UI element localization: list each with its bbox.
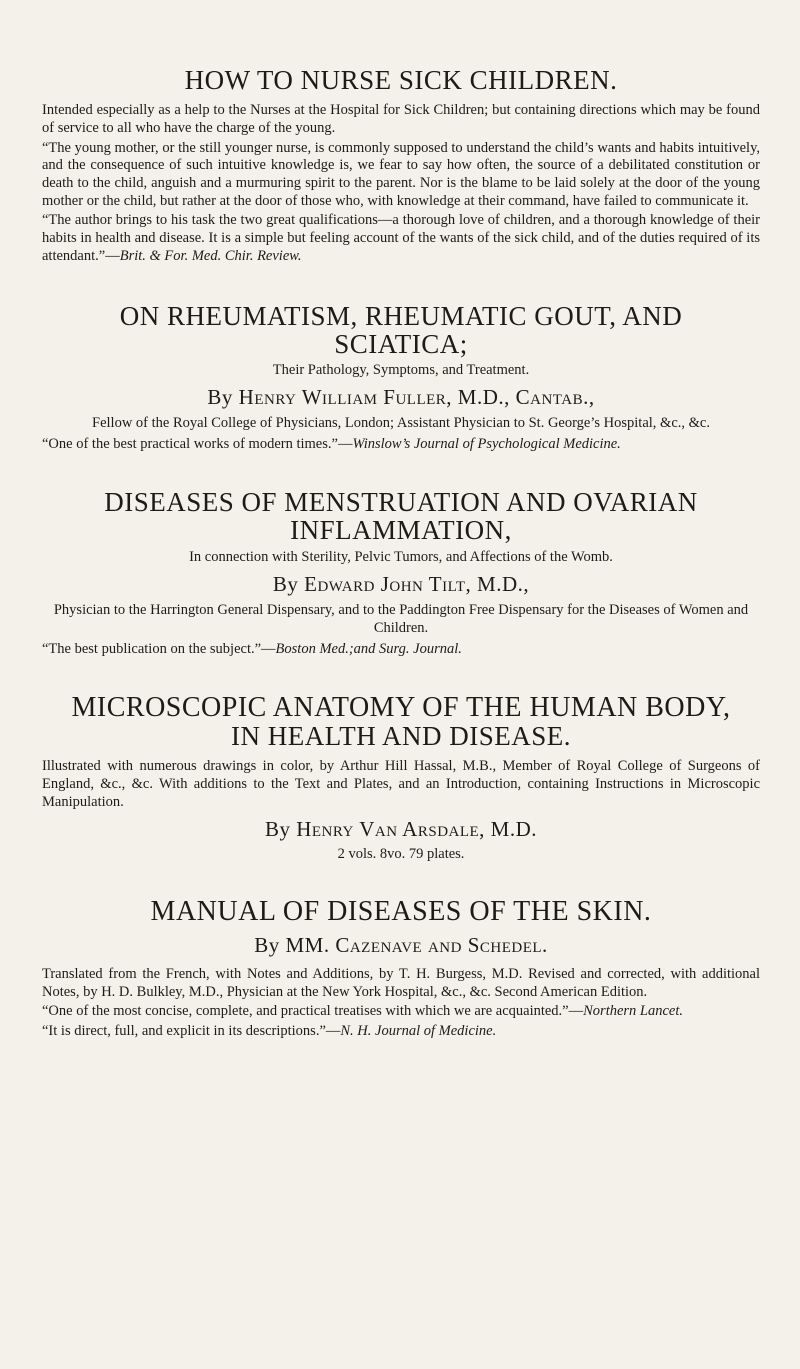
book-author <box>42 572 760 597</box>
book-subtitle: Their Pathology, Symptoms, and Treatment. <box>272 362 530 379</box>
author-prefix: By <box>254 932 280 957</box>
book-author <box>42 817 760 842</box>
author-prefix: By <box>207 385 233 410</box>
review-text: “The best publication on the subject.”— <box>42 640 276 657</box>
author-prefix: By <box>264 817 291 842</box>
author-affiliation: Fellow of the Royal College of Physicians, London; Assistant Physician to St. George’s Hospital, &c., &c. <box>92 415 710 432</box>
review-text: “The author brings to his task the two great qualifications—a thorough love of children, and a thorough knowledge of their habits in health and disease. It is a simple but feeling account of the wants of the sick child, and of the duties required of its attendant.”— <box>42 212 760 264</box>
book-diseases-of-menstruation <box>42 488 760 659</box>
book-author <box>42 933 760 958</box>
review-text: “It is direct, full, and explicit in its descriptions.”— <box>42 1022 341 1039</box>
book-description: Illustrated with numerous drawings in color, by Arthur Hill Hassal, M.B., Member of Royal College of Surgeons of England, &c., &c. With additions to the Text and Plates, and an Introduction, containing Instructions in Microscopic Manipulation. <box>42 758 760 810</box>
book-subtitle: In connection with Sterility, Pelvic Tumors, and Affections of the Womb. <box>189 548 613 565</box>
book-title-line-1: DISEASES OF MENSTRUATION AND OVARIAN <box>104 487 698 518</box>
author-name: Henry William Fuller, M.D., Cantab., <box>238 385 595 410</box>
review-quote <box>42 1023 760 1041</box>
review-quote <box>42 641 760 659</box>
review-text: “One of the best practical works of modern times.”— <box>42 436 353 453</box>
author-prefix: By <box>272 571 299 596</box>
review-quote <box>42 212 760 265</box>
book-title-line-2: IN HEALTH AND DISEASE. <box>231 721 571 752</box>
author-name: MM. Cazenave and Schedel. <box>285 932 548 957</box>
review-text: “One of the most concise, complete, and practical treatises with which we are acquainted.”— <box>42 1003 584 1020</box>
book-title-line-2: SCIATICA; <box>334 328 468 359</box>
book-author <box>42 385 760 410</box>
review-source: N. H. Journal of Medicine. <box>340 1022 497 1039</box>
review-quote <box>42 436 760 454</box>
book-description: Translated from the French, with Notes and Additions, by T. H. Burgess, M.D. Revised and corrected, with additional Notes, by H. D. Bulkley, M.D., Physician at the New York Hospital, &c., &c. Second American Edition. <box>42 965 760 1000</box>
book-title-line-1: MICROSCOPIC ANATOMY OF THE HUMAN BODY, <box>71 691 731 723</box>
review-quote <box>42 1003 760 1021</box>
book-microscopic-anatomy <box>42 693 760 864</box>
book-diseases-of-the-skin <box>42 897 760 1040</box>
review-source: Winslow’s Journal of Psychological Medicine. <box>352 436 621 453</box>
book-title: HOW TO NURSE SICK CHILDREN. <box>184 65 618 95</box>
author-affiliation: Physician to the Harrington General Dispensary, and to the Paddington Free Dispensary for the Diseases of Women and Children. <box>53 601 749 636</box>
author-name: Edward John Tilt, M.D., <box>304 571 530 596</box>
book-title-line-1: ON RHEUMATISM, RHEUMATIC GOUT, AND <box>119 300 683 331</box>
book-volumes: 2 vols. 8vo. 79 plates. <box>337 846 465 863</box>
review-source: Brit. & For. Med. Chir. Review. <box>119 247 302 264</box>
author-name: Henry Van Arsdale, M.D. <box>296 817 538 842</box>
review-source: Boston Med.;and Surg. Journal. <box>275 640 462 657</box>
book-title-line-2: INFLAMMATION, <box>290 515 512 546</box>
review-quote: “The young mother, or the still younger nurse, is commonly supposed to understand the child’s wants and habits intuitively, and the consequence of such intuitive knowledge is, we fear to say how often, the source of a debilitated constitution or death to the child, anguish and a murmuring spirit to the parent. Nor is the blame to be laid solely at the door of the young mother or the child, but rather at the door of those who, with knowledge at their command, have failed to communicate it. <box>42 139 760 209</box>
review-source: Northern Lancet. <box>583 1003 684 1020</box>
book-how-to-nurse-sick-children <box>42 66 760 266</box>
book-intro: Intended especially as a help to the Nurses at the Hospital for Sick Children; but containing directions which may be found of service to all who have the charge of the young. <box>42 102 760 137</box>
book-title: MANUAL OF DISEASES OF THE SKIN. <box>150 896 652 928</box>
book-rheumatism <box>42 302 760 455</box>
